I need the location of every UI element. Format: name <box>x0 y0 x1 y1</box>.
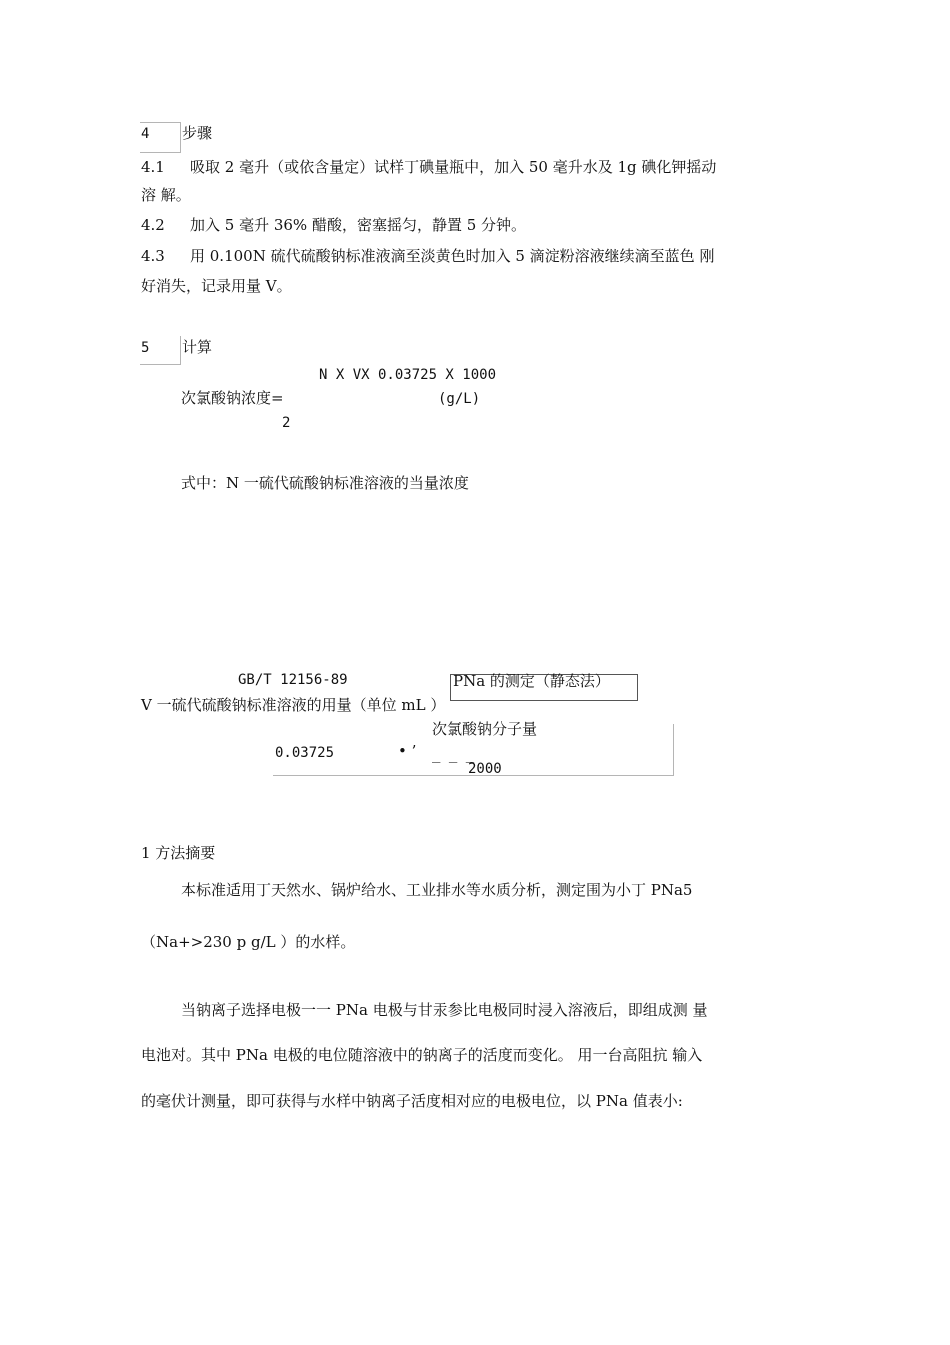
standard-title: PNa 的测定（静态法） <box>453 672 610 690</box>
fraction-numerator: 次氯酸钠分子量 <box>432 720 538 738</box>
paragraph-2-line-3: 的毫伏计测量，即可获得与水样中钠离子活度相对应的电极电位，以 PNa 值表小: <box>141 1092 683 1110</box>
section-1-title: 1 方法摘要 <box>141 844 216 862</box>
fraction-bar: _ _ _ <box>432 747 475 763</box>
fraction-denominator: 2000 <box>468 761 502 777</box>
heading-frame-right <box>180 336 181 364</box>
formula-lhs: 次氯酸钠浓度= <box>181 389 284 407</box>
step-4-3-text: 用 0.100N 硫代硫酸钠标准液滴至淡黄色时加入 5 滴淀粉溶液继续滴至蓝色 刚 <box>190 247 715 265</box>
heading-frame-right <box>180 122 181 152</box>
step-4-3-text-cont: 好消失，记录用量 V。 <box>141 277 292 295</box>
table-divider-right <box>673 724 674 776</box>
paragraph-1-line-2: （Na+>230 p g/L ）的水样。 <box>141 933 356 951</box>
step-4-1-text: 吸取 2 毫升（或依含量定）试样丁碘量瓶中，加入 50 毫升水及 1g 碘化钾摇动 <box>190 158 717 176</box>
paragraph-1-line-1: 本标准适用丁天然水、锅炉给水、工业排水等水质分析，测定围为小丁 PNa5 <box>181 881 693 899</box>
section-5-number: 5 <box>141 340 150 356</box>
formula-unit: (g/L) <box>438 391 481 407</box>
where-v-definition: V 一硫代硫酸钠标准溶液的用量（单位 mL ） <box>141 696 446 714</box>
section-4-title: 步骤 <box>182 124 213 142</box>
multiplication-dot: • ’ <box>398 742 417 760</box>
standard-number: GB/T 12156-89 <box>238 672 348 688</box>
paragraph-2-line-1: 当钠离子选择电极一一 PNa 电极与甘汞参比电极同时浸入溶液后，即组成测 量 <box>181 1001 708 1019</box>
step-4-1-number: 4.1 <box>141 158 165 176</box>
where-n-definition: 式中：N 一硫代硫酸钠标准溶液的当量浓度 <box>181 474 469 492</box>
coefficient-value: 0.03725 <box>275 745 335 761</box>
section-4-number: 4 <box>141 126 150 142</box>
paragraph-2-line-2: 电池对。其中 PNa 电极的电位随溶液中的钠离子的活度而变化。 用一台高阻抗 输入 <box>141 1046 703 1064</box>
step-4-2-number: 4.2 <box>141 216 165 234</box>
heading-frame-bottom <box>140 152 181 153</box>
heading-frame-top <box>140 122 180 123</box>
heading-frame-bottom <box>140 364 181 365</box>
step-4-3-number: 4.3 <box>141 247 165 265</box>
step-4-2-text: 加入 5 毫升 36% 醋酸，密塞摇匀，静置 5 分钟。 <box>190 216 527 234</box>
section-5-title: 计算 <box>182 338 213 356</box>
formula-numerator: N X VX 0.03725 X 1000 <box>319 367 497 383</box>
formula-denominator: 2 <box>282 415 291 431</box>
step-4-1-text-cont: 溶 解。 <box>141 186 191 204</box>
